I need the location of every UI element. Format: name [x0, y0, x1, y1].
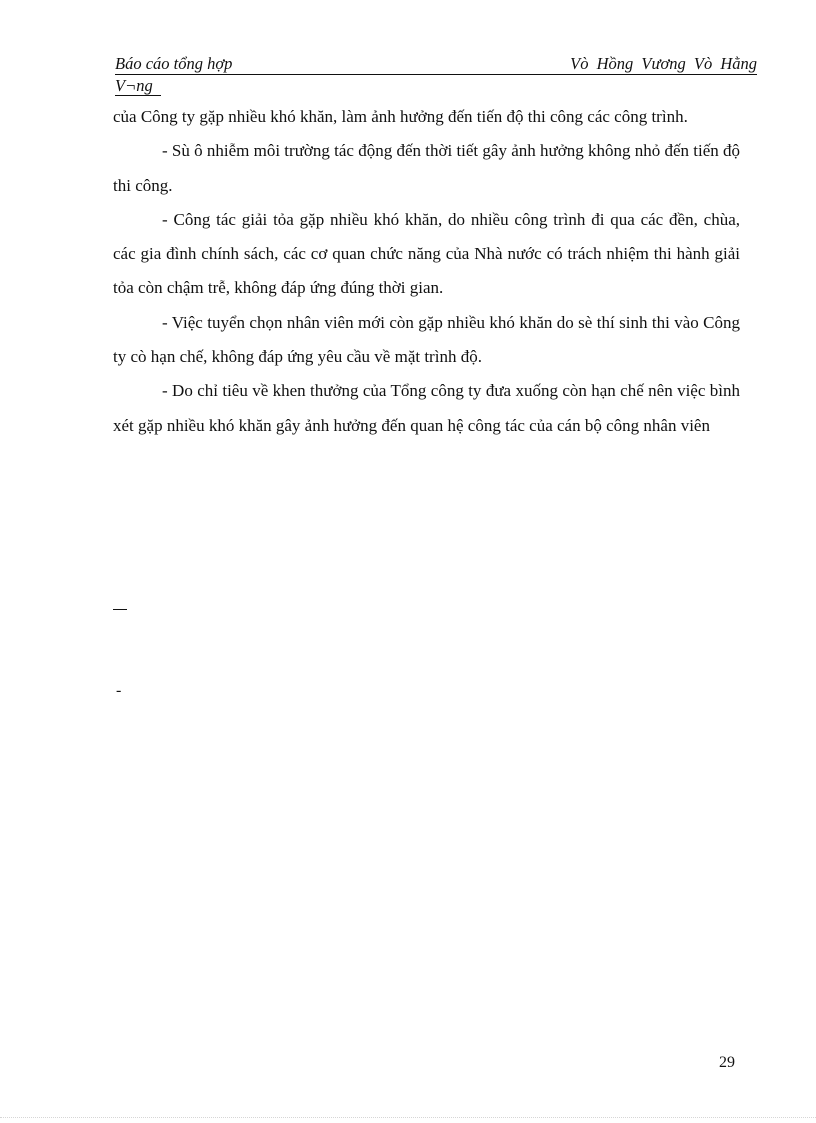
- body-paragraph: - Công tác giải tỏa gặp nhiều khó khăn, do nhiều công trình đi qua các đền, chùa, các gia đình chính sách, các cơ quan chức năng của Nhà nước có trách nhiệm thi hành giải tỏa còn chậm trễ, không đáp ứng đúng thời gian.: [113, 209, 740, 298]
- header-author-continuation: V¬ng: [115, 75, 161, 96]
- body-paragraph: - Sù ô nhiễm môi trường tác động đến thời tiết gây ảnh hưởng không nhỏ đến tiến độ thi công.: [113, 141, 740, 195]
- page-header: [115, 53, 757, 96]
- document-body: [113, 100, 740, 443]
- header-line: [115, 53, 757, 75]
- page-bottom-border: [0, 1117, 816, 1118]
- page-number: 29: [719, 1054, 735, 1071]
- short-horizontal-rule: [113, 609, 127, 610]
- body-paragraph: của Công ty gặp nhiều khó khăn, làm ảnh hưởng đến tiến độ thi công các công trình.: [113, 107, 688, 126]
- body-paragraph: - Do chỉ tiêu về khen thưởng của Tổng công ty đưa xuống còn hạn chế nên việc bình xét gặp nhiều khó khăn gây ảnh hưởng đến quan hệ công tác của cán bộ công nhân viên: [113, 381, 740, 435]
- stray-dash-mark: -: [116, 682, 122, 699]
- header-report-title: Báo cáo tổng hợp: [115, 54, 233, 73]
- body-paragraph: - Việc tuyển chọn nhân viên mới còn gặp nhiều khó khăn do sè thí sinh thi vào Công ty cò hạn chế, không đáp ứng yêu cầu về mặt trình độ.: [113, 312, 740, 367]
- header-author-names: Vò Hồng Vương Vò Hằng: [570, 54, 757, 73]
